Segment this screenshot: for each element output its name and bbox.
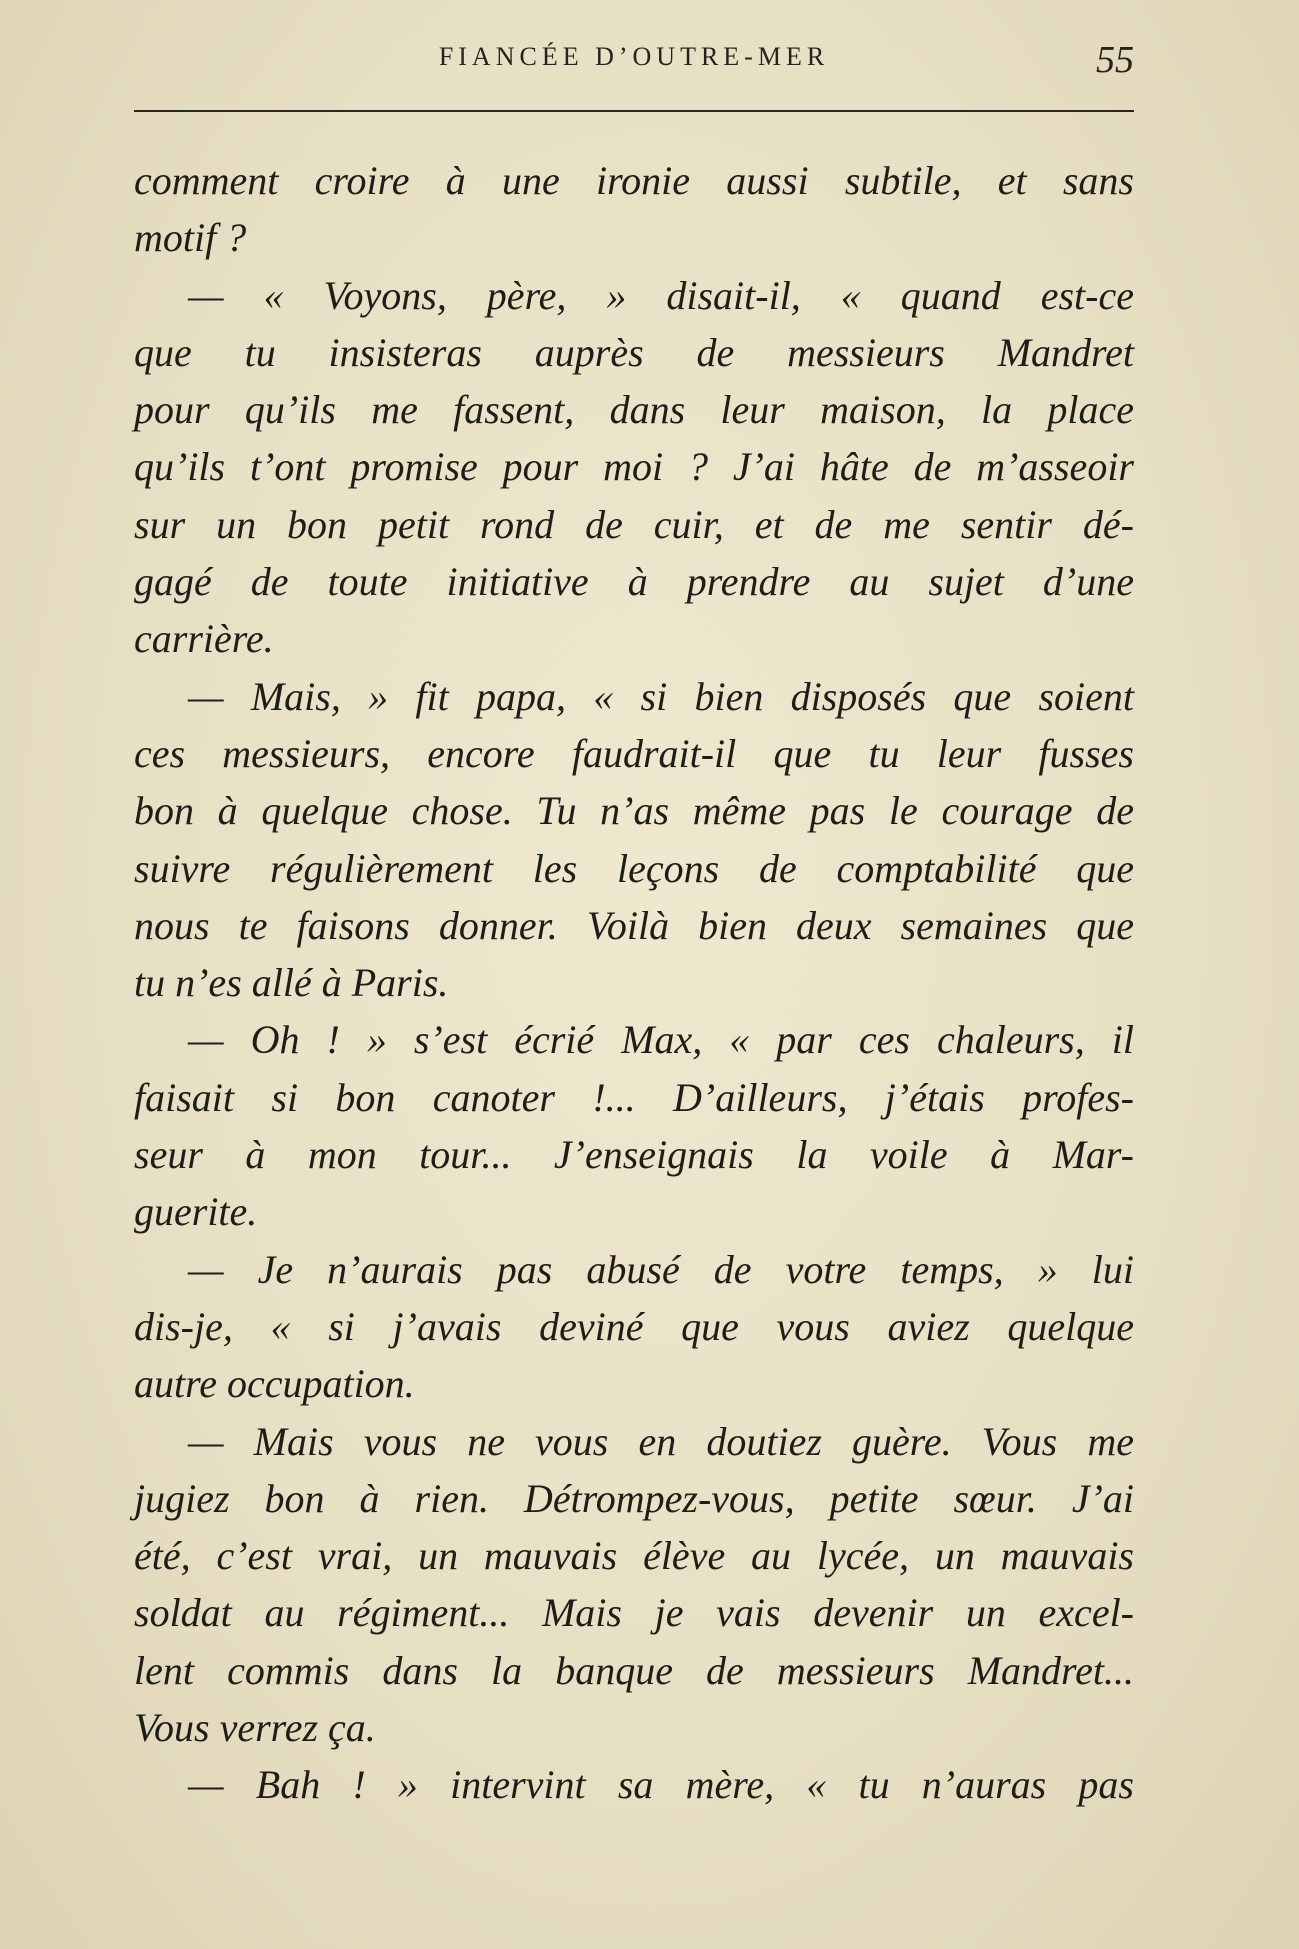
text-line: dis-je, « si j’avais deviné que vous aviez quelque xyxy=(134,1303,1134,1349)
body-text xyxy=(134,152,1134,1814)
text-line: comment croire à une ironie aussi subtile, et sans xyxy=(134,158,1134,203)
page-header xyxy=(134,40,1134,90)
text-line: lent commis dans la banque de messieurs Mandret... xyxy=(134,1647,1134,1693)
text-line: sur un bon petit rond de cuir, et de me sentir dé- xyxy=(134,501,1134,547)
text-line: — Bah ! » intervint sa mère, « tu n’auras pas xyxy=(188,1762,1134,1808)
text-line: — « Voyons, père, » disait-il, « quand est-ce xyxy=(188,272,1134,318)
text-line: guerite. xyxy=(134,1189,258,1235)
text-line: — Oh ! » s’est écrié Max, « par ces chaleurs, il xyxy=(188,1017,1134,1063)
text-line: faisait si bon canoter !... D’ailleurs, j’étais profes- xyxy=(134,1074,1134,1120)
text-line: ces messieurs, encore faudrait-il que tu leur fusses xyxy=(134,730,1134,776)
running-title: FIANCÉE D’OUTRE-MER xyxy=(438,42,830,71)
text-line: jugiez bon à rien. Détrompez-vous, petite sœur. J’ai xyxy=(134,1475,1134,1521)
text-line: gagé de toute initiative à prendre au sujet d’une xyxy=(134,559,1134,605)
text-line: Vous verrez ça. xyxy=(134,1705,376,1751)
text-line: tu n’es allé à Paris. xyxy=(134,960,449,1006)
text-line: bon à quelque chose. Tu n’as même pas le courage de xyxy=(134,788,1134,834)
text-line: motif ? xyxy=(134,215,247,261)
page-number: 55 xyxy=(1096,39,1134,81)
text-line: suivre régulièrement les leçons de comptabilité que xyxy=(134,845,1134,891)
text-line: pour qu’ils me fassent, dans leur maison, la place xyxy=(134,387,1134,433)
text-line: autre occupation. xyxy=(134,1361,415,1407)
text-line: été, c’est vrai, un mauvais élève au lycée, un mauvais xyxy=(134,1533,1134,1579)
text-line: — Mais, » fit papa, « si bien disposés que soient xyxy=(188,673,1134,719)
header-rule xyxy=(134,110,1134,112)
text-line: — Mais vous ne vous en doutiez guère. Vous me xyxy=(188,1418,1134,1464)
text-line: nous te faisons donner. Voilà bien deux semaines que xyxy=(134,902,1134,948)
text-line: carrière. xyxy=(134,616,274,662)
text-line: soldat au régiment... Mais je vais devenir un excel- xyxy=(134,1590,1134,1636)
text-line: seur à mon tour... J’enseignais la voile à Mar- xyxy=(134,1132,1134,1178)
text-line: — Je n’aurais pas abusé de votre temps, » lui xyxy=(188,1246,1134,1292)
text-line: qu’ils t’ont promise pour moi ? J’ai hâte de m’asseoir xyxy=(134,444,1134,490)
text-line: que tu insisteras auprès de messieurs Mandret xyxy=(134,329,1134,375)
